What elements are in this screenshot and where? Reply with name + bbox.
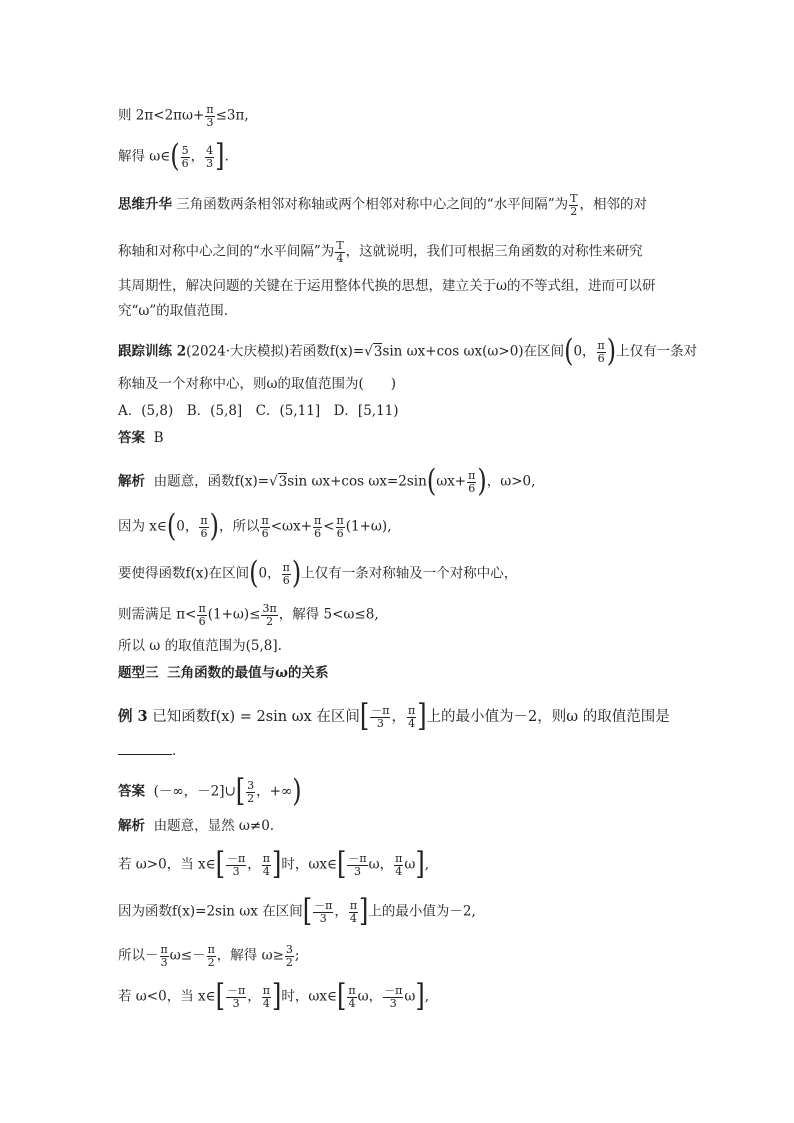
- numerator: π: [261, 514, 269, 527]
- label: 答案: [118, 783, 145, 800]
- denominator: 3: [376, 716, 384, 730]
- text: 称轴及一个对称中心，则ω的取值范围为( ): [118, 376, 397, 392]
- denominator: 4: [262, 996, 270, 1010]
- numerator: π: [468, 469, 476, 482]
- denominator: 6: [282, 573, 290, 587]
- denominator: 6: [468, 481, 476, 495]
- text: 其周期性，解决问题的关键在于运用整体代换的思想，建立关于ω的不等式组，进而可以研: [118, 278, 656, 294]
- denominator: 6: [198, 614, 206, 628]
- numerator: －π: [314, 899, 333, 912]
- line-analysis-6: [118, 820, 698, 834]
- text: ，所以: [218, 518, 260, 535]
- numerator: π: [407, 704, 416, 717]
- options: A．(5,8) B．(5,8] C．(5,11] D．[5,11): [118, 403, 399, 419]
- label: 答案: [118, 430, 145, 446]
- numerator: π: [198, 602, 206, 615]
- fraction: [336, 515, 345, 539]
- text: 因为 x∈: [118, 518, 167, 535]
- numerator: 3π: [262, 602, 277, 615]
- text: 上的最小值为－2,: [368, 903, 476, 920]
- fraction: [383, 985, 403, 1009]
- fraction: [262, 853, 271, 877]
- text: 0，: [258, 565, 281, 582]
- text: 由题意，函数f(x)=: [153, 473, 270, 490]
- text: ≤3π,: [215, 107, 249, 124]
- text: ，+∞: [256, 783, 293, 800]
- text: ，: [334, 903, 348, 920]
- line-analysis-3: [118, 555, 698, 592]
- denominator: 6: [336, 526, 344, 540]
- line-solution: 解得 ω∈( $\frac{5}{6}$ ， $\frac{4}{3}$ ].: [118, 138, 229, 175]
- text: 由题意，显然 ω≠0.: [153, 818, 275, 834]
- denominator: 6: [181, 156, 189, 170]
- fraction: [597, 340, 606, 364]
- denominator: 3: [206, 115, 214, 129]
- bracket: (: [170, 138, 180, 175]
- numerator: 5: [181, 144, 189, 157]
- fraction: [205, 145, 214, 169]
- text: ω≤－: [169, 947, 206, 964]
- numerator: π: [160, 943, 168, 956]
- line-answer: [118, 432, 698, 446]
- numerator: －π: [226, 852, 246, 865]
- denominator: 3: [319, 911, 327, 925]
- fraction: [260, 515, 269, 539]
- denominator: 6: [200, 526, 208, 540]
- denominator: 3: [206, 156, 214, 170]
- text: sin ωx+cos ωx(ω>0)在区间: [382, 343, 565, 360]
- text: (2024·大庆模拟)若函数f(x)=: [186, 343, 365, 360]
- fraction: [467, 470, 476, 494]
- bracket: ): [292, 773, 302, 810]
- numerator: －π: [348, 852, 367, 865]
- numerator: 3: [247, 779, 255, 792]
- fraction: [207, 944, 216, 968]
- fraction: [569, 193, 578, 217]
- bracket: [: [235, 773, 246, 810]
- bracket: (: [249, 555, 259, 592]
- denominator: 3: [232, 996, 240, 1010]
- denominator: 2: [266, 614, 274, 628]
- line-blank: [118, 745, 698, 759]
- text: .: [172, 743, 177, 759]
- bracket: [: [215, 978, 225, 1015]
- denominator: 6: [261, 526, 269, 540]
- numerator: 4: [206, 144, 214, 157]
- fraction: [313, 900, 333, 924]
- text: 所以－: [118, 947, 159, 964]
- text: ，: [391, 709, 406, 726]
- line-practice-question-2: [118, 378, 698, 392]
- fraction: [407, 705, 416, 729]
- text: 三角函数两条相邻对称轴或两个相邻对称中心之间的“水平间隔”为: [176, 196, 569, 213]
- text: ，解得 ω≥: [216, 947, 284, 964]
- text: ω，: [368, 856, 394, 873]
- numerator: T: [570, 192, 578, 205]
- bracket: ): [209, 508, 219, 545]
- bracket: ]: [271, 978, 282, 1015]
- bracket: ): [606, 333, 617, 370]
- numerator: π: [262, 984, 270, 997]
- denominator: 6: [314, 526, 322, 540]
- line-summary-2: [118, 240, 698, 264]
- text: 称轴和对称中心之间的“水平间隔”为: [118, 243, 335, 260]
- bracket: (: [426, 463, 437, 500]
- text: 则需满足 π<: [118, 606, 197, 623]
- line-inequality: [118, 104, 698, 128]
- line-section-heading: [118, 667, 698, 681]
- bracket: ]: [271, 846, 282, 883]
- denominator: 4: [349, 911, 357, 925]
- numerator: π: [206, 103, 214, 116]
- text: 则 2π<2πω+: [118, 107, 205, 124]
- text: 所以 ω 的取值范围为(5,8].: [118, 638, 282, 654]
- numerator: －π: [384, 984, 403, 997]
- heading: 例 3: [118, 708, 148, 726]
- line-analysis-7: [118, 846, 698, 883]
- fraction: [285, 944, 294, 968]
- bracket: ]: [415, 846, 425, 883]
- text: <ωx+: [270, 518, 312, 535]
- text: 上仅有一条对: [616, 343, 698, 360]
- text: 时，ωx∈: [281, 988, 337, 1005]
- fraction: [262, 985, 271, 1009]
- line-analysis-5: [118, 640, 698, 654]
- heading: 三角函数的最值与ω的关系: [167, 665, 329, 681]
- denominator: 4: [395, 864, 403, 878]
- text: 因为函数f(x)=2sin ωx 在区间: [118, 903, 303, 920]
- bracket: [: [302, 893, 313, 930]
- numerator: π: [336, 514, 344, 527]
- text: 时，ωx∈: [281, 856, 337, 873]
- text: 要使得函数f(x)在区间: [118, 565, 250, 582]
- numerator: －π: [371, 704, 390, 717]
- label: 解析: [118, 473, 145, 490]
- fraction: [226, 853, 246, 877]
- text: ,: [424, 988, 429, 1005]
- text: <: [323, 518, 335, 535]
- line-options: [118, 405, 698, 419]
- fraction: [226, 985, 246, 1009]
- numerator: π: [262, 852, 270, 865]
- line-analysis-2: [118, 508, 698, 545]
- fraction: [261, 603, 277, 627]
- label: 解析: [118, 818, 145, 834]
- answer: B: [153, 430, 164, 446]
- line-analysis-8: [118, 893, 698, 930]
- numerator: π: [200, 514, 208, 527]
- text: sin ωx+cos ωx=2sin: [287, 473, 427, 490]
- denominator: 2: [247, 791, 255, 805]
- line-summary-3: [118, 280, 698, 294]
- text: 上的最小值为－2，则ω 的取值范围是: [426, 709, 670, 726]
- numerator: 3: [285, 943, 293, 956]
- answer-blank: [118, 754, 172, 755]
- text: 上仅有一条对称轴及一个对称中心，: [301, 565, 518, 582]
- fraction: [335, 240, 344, 264]
- bracket: ): [477, 463, 487, 500]
- text: ω，: [357, 988, 383, 1005]
- fraction: [282, 562, 291, 586]
- text: ，这就说明，我们可根据三角函数的对称性来研究: [345, 243, 643, 260]
- text: (1+ω)≤: [207, 606, 261, 623]
- text: ω: [404, 856, 416, 873]
- fraction: [205, 104, 214, 128]
- line-example-question: [118, 698, 698, 735]
- text: (1+ω),: [345, 518, 392, 535]
- bracket: ]: [417, 698, 427, 735]
- heading: 题型三: [118, 665, 159, 681]
- bracket: ]: [415, 978, 425, 1015]
- bracket: ]: [359, 893, 369, 930]
- text: 0，: [573, 343, 596, 360]
- denominator: 3: [389, 996, 397, 1010]
- denominator: 3: [160, 955, 168, 969]
- text: ，: [247, 856, 261, 873]
- numerator: π: [597, 339, 605, 352]
- text: ，ω>0,: [486, 473, 536, 490]
- fraction: [197, 603, 206, 627]
- heading: 思维升华: [118, 196, 172, 213]
- text: 若 ω>0，当 x∈: [118, 856, 216, 873]
- numerator: π: [348, 984, 356, 997]
- numerator: π: [207, 943, 215, 956]
- line-analysis-1: 解析 由题意，函数f(x)=√3sin ωx+cos ωx=2sin(ωx+ $\frac{\pi}{6}$ )，ω>0,: [118, 463, 536, 500]
- denominator: 2: [570, 204, 578, 218]
- denominator: 3: [232, 864, 240, 878]
- text: ，: [190, 148, 205, 165]
- text: ，解得 5<ω≤8,: [278, 606, 379, 623]
- sqrt: 3: [278, 473, 288, 490]
- numerator: π: [395, 852, 403, 865]
- bracket: [: [336, 846, 347, 883]
- line-analysis-4: [118, 603, 698, 627]
- fraction: [313, 515, 322, 539]
- bracket: ): [291, 555, 302, 592]
- denominator: 4: [348, 996, 356, 1010]
- line-answer-2: [118, 773, 698, 810]
- numerator: π: [349, 899, 358, 912]
- denominator: 2: [285, 955, 293, 969]
- fraction: [370, 705, 390, 729]
- text: 已知函数f(x) = 2sin ωx 在区间: [152, 709, 360, 726]
- text: ,: [424, 856, 429, 873]
- numerator: T: [336, 239, 344, 252]
- text: 解得 ω∈: [118, 148, 171, 165]
- text: 0，: [176, 518, 199, 535]
- numerator: －π: [226, 984, 246, 997]
- fraction: [347, 853, 367, 877]
- text: 究“ω”的取值范围.: [118, 303, 229, 319]
- line-summary-4: [118, 305, 698, 319]
- text: ωx+: [436, 473, 467, 490]
- bracket: ]: [215, 138, 225, 175]
- answer: (－∞，－2]∪: [153, 783, 236, 800]
- text: ;: [294, 947, 300, 964]
- bracket: [: [215, 846, 225, 883]
- text: 若 ω<0，当 x∈: [118, 988, 216, 1005]
- denominator: 4: [408, 716, 416, 730]
- numerator: π: [282, 561, 290, 574]
- bracket: [: [359, 698, 370, 735]
- heading: 跟踪训练 2: [118, 343, 187, 360]
- bracket: (: [564, 333, 574, 370]
- fraction: [181, 145, 190, 169]
- bracket: (: [166, 508, 177, 545]
- text: ，相邻的对: [579, 196, 647, 213]
- sqrt: 3: [373, 343, 383, 360]
- bracket: [: [336, 978, 347, 1015]
- fraction: [394, 853, 403, 877]
- numerator: π: [313, 514, 322, 527]
- fraction: [160, 944, 169, 968]
- denominator: 3: [353, 864, 361, 878]
- fraction: [347, 985, 356, 1009]
- denominator: 6: [597, 351, 605, 365]
- denominator: 4: [336, 251, 344, 265]
- fraction: [199, 515, 208, 539]
- line-practice-question: 跟踪训练 2(2024·大庆模拟)若函数f(x)=√3sin ωx+cos ωx(ω>0)在区间(0， $\frac{\pi}{6}$ )上仅有一条对: [118, 333, 698, 370]
- text: ω: [404, 988, 416, 1005]
- line-analysis-10: [118, 978, 698, 1015]
- line-analysis-9: [118, 944, 698, 968]
- fraction: [246, 780, 255, 804]
- text: ，: [247, 988, 261, 1005]
- denominator: 2: [207, 955, 215, 969]
- line-summary-1: [118, 193, 698, 217]
- denominator: 4: [262, 864, 270, 878]
- fraction: [349, 900, 358, 924]
